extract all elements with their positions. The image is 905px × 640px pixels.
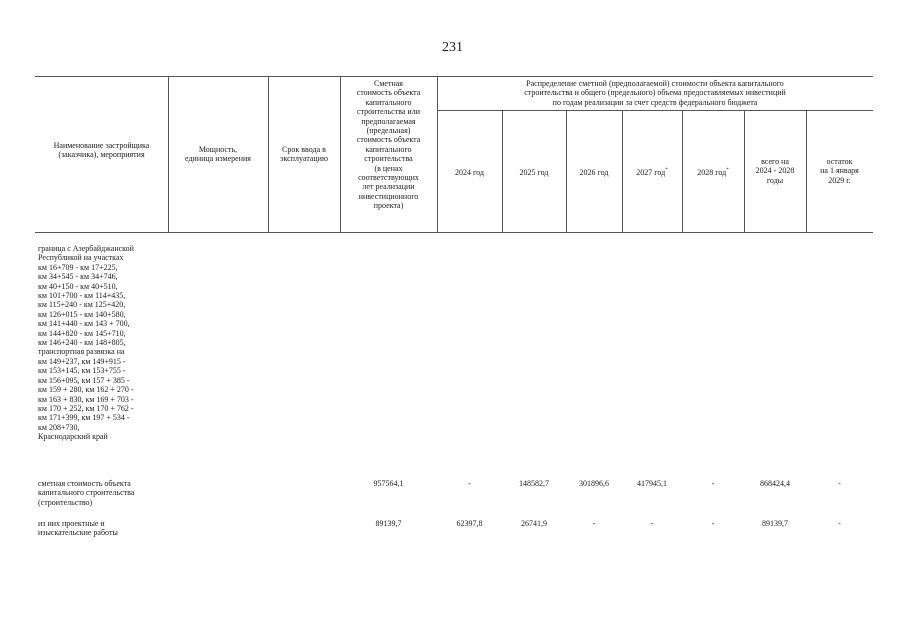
row1-remainder: - xyxy=(838,479,841,488)
row-label-estimated-cost: сметная стоимость объекта капитального строительства (строительство) xyxy=(38,479,135,507)
row1-2028: - xyxy=(711,479,715,488)
row2-2027: - xyxy=(650,519,654,528)
row2-total: 89139,7 xyxy=(762,519,788,528)
row2-cost: 89139,7 xyxy=(375,519,402,528)
row2-2028: - xyxy=(711,519,715,528)
header-bottom-border xyxy=(35,232,873,233)
row2-2026: - xyxy=(592,519,596,528)
row1-2026: 301896,6 xyxy=(579,479,609,488)
object-description: граница с Азербайджанской Республикой на участках км 16+709 - км 17+225, км 34+545 - км 34+746, км 40+150 - км 40+510, км 101+700 - км 114+435, км 115+240 - км 125+420, км 126+015 - км 140+580, км 141+440 - км 143 + 700, км 144+820 - км 145+710, км 146+240 - км 148+805, транспортная развязка на км 149+237, км 149+915 - км 153+145, км 153+755 - км 156+095, км 157 + 385 - км 159 + 280, км 162 + 270 - км 163 + 830, км 169 + 703 - км 170 + 252, км 170 + 762 - км 171+399, км 197 + 534 - км 208+730, Краснодарский край xyxy=(38,244,134,442)
header-remainder-column: остаток на 1 января 2029 г. xyxy=(820,157,859,185)
row1-total: 868424,4 xyxy=(760,479,790,488)
header-year-2024: 2024 год xyxy=(455,168,484,177)
header-year-2028: 2028 год* xyxy=(697,168,729,177)
header-year-2025: 2025 год xyxy=(519,168,549,177)
header-cost-column: Сметная стоимость объекта капитального строительства или предполагаемая (предельная) стоимость объекта капитального строительства (в ценах соответствующих лет реализации инвестиционного проекта) xyxy=(356,79,421,211)
row1-2027: 417945,1 xyxy=(637,479,667,488)
header-capacity-column: Мощность, единица измерения xyxy=(185,145,251,164)
row2-2024: 62397,8 xyxy=(456,519,483,528)
row1-2025: 148582,7 xyxy=(519,479,549,488)
row2-2025: 26741,9 xyxy=(521,519,547,528)
header-distribution-title: Распределение сметной (предполагаемой) стоимости объекта капитального строительства и общего (предельного) объема предоставляемых инвестиций по годам реализации за счет средств федерального бюджета xyxy=(524,79,786,107)
row2-remainder: - xyxy=(838,519,841,528)
header-year-2026: 2026 год xyxy=(579,168,609,177)
header-total-column: всего на 2024 - 2028 годы xyxy=(755,157,795,185)
header-name-column: Наименование застройщика (заказчика), мероприятия xyxy=(53,141,150,160)
header-term-column: Срок ввода в эксплуатацию xyxy=(280,145,328,164)
row-label-design-works: из них проектные и изыскательские работы xyxy=(38,519,118,538)
row1-2024: - xyxy=(468,479,471,488)
table-top-border xyxy=(35,76,873,77)
row1-cost: 957564,1 xyxy=(373,479,404,488)
page-number: 231 xyxy=(442,40,463,55)
header-year-2027: 2027 год* xyxy=(636,168,668,177)
